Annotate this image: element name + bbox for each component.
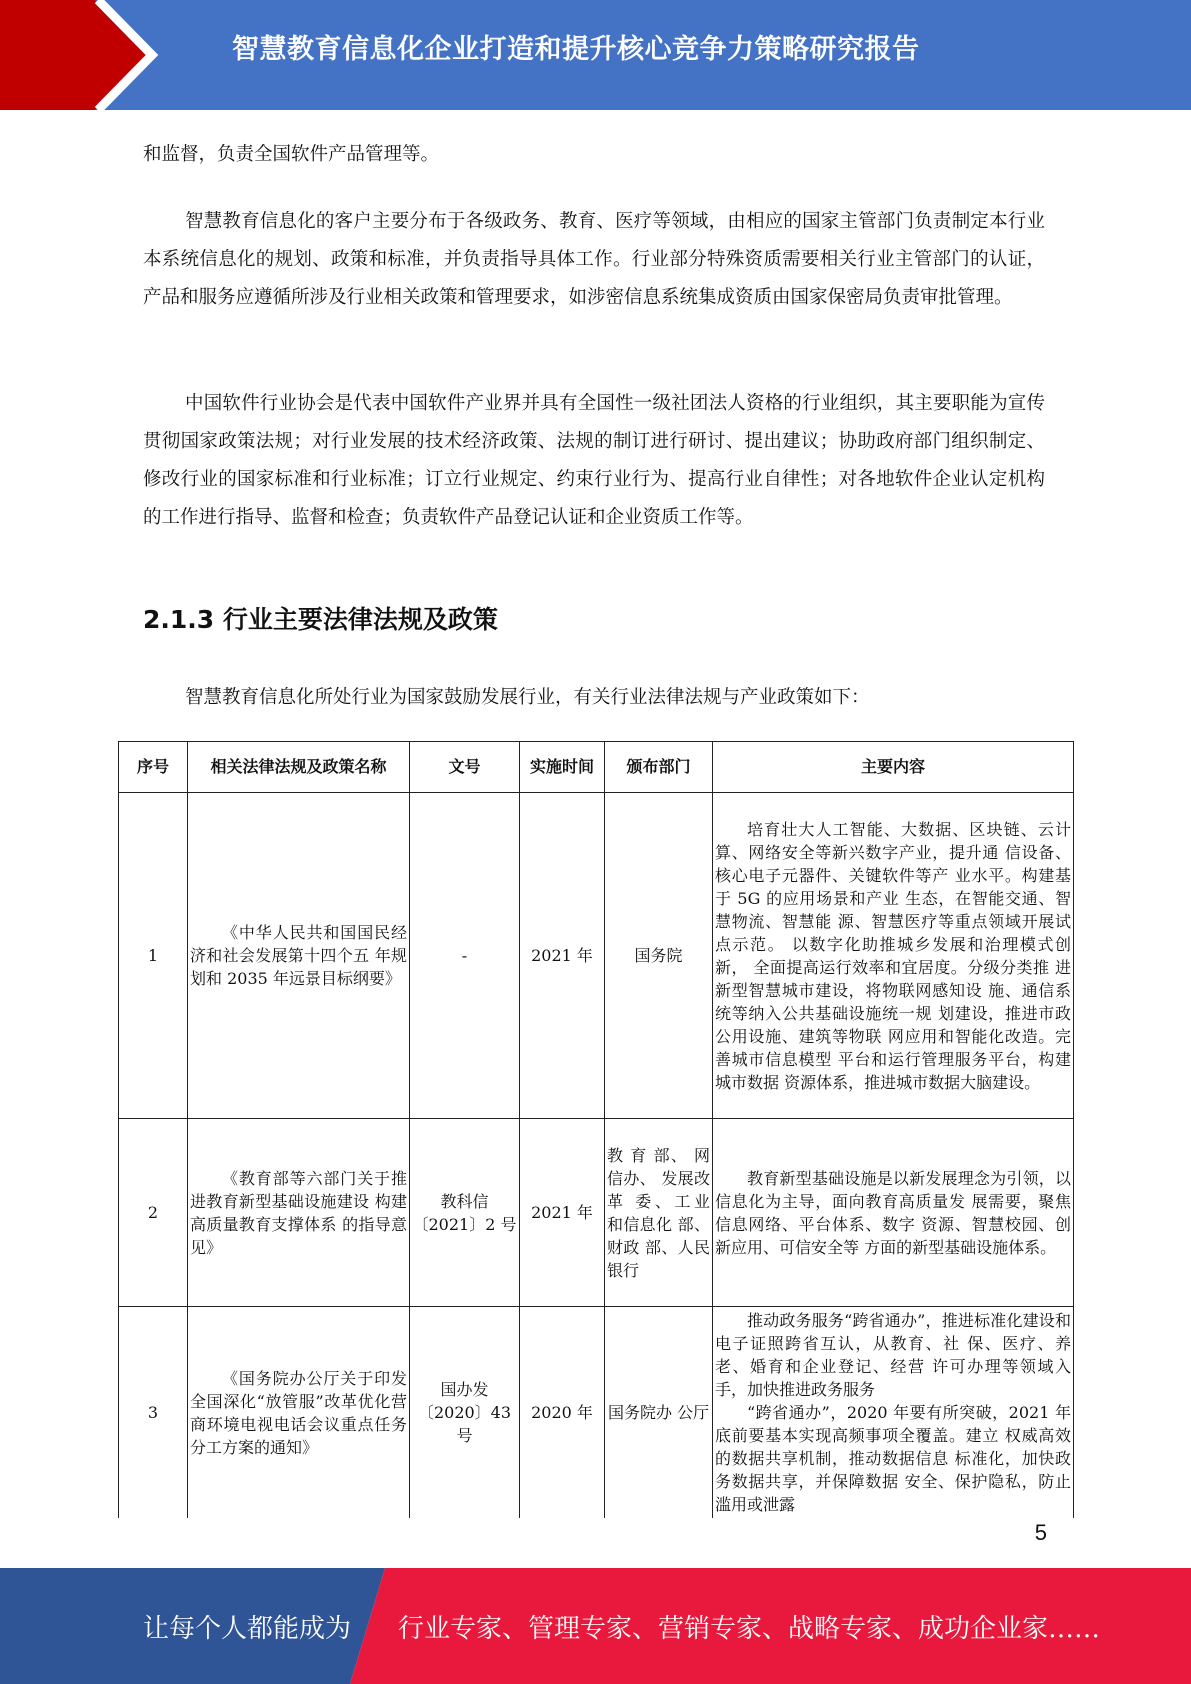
page-number: 5 — [1034, 1520, 1047, 1545]
row-content: 教育新型基础设施是以新发展理念为引领，以信息化为主导，面向教育高质量发 展需要，聚焦信息网络、平台体系、数字 资源、智慧校园、创新应用、可信安全等 方面的新型基础设施体系。 — [713, 1119, 1074, 1307]
table-row — [119, 1307, 1074, 1519]
header-date: 实施时间 — [520, 742, 605, 793]
row-no: 3 — [119, 1307, 188, 1519]
paragraph-customers: 智慧教育信息化的客户主要分布于各级政务、教育、医疗等领域，由相应的国家主管部门负责制定本行业本系统信息化的规划、政策和标准，并负责指导具体工作。行业部分特殊资质需要相关行业主管部门的认证，产品和服务应遵循所涉及行业相关政策和管理要求，如涉密信息系统集成资质由国家保密局负责审批管理。 — [143, 211, 1045, 308]
header-content: 主要内容 — [713, 742, 1074, 793]
red-arrow-shape — [0, 0, 150, 110]
row-name: 《国务院办公厅关于印发 全国深化“放管服”改革优化营商环境电视电话会议重点任务分工方案的通知》 — [188, 1307, 410, 1519]
row-date: 2021 年 — [520, 1119, 605, 1307]
report-footer — [0, 1568, 1191, 1684]
row-content-line: “跨省通办”，2020 年要有所突破，2021 年底前要基本实现高频事项全覆盖。建立 权威高效的数据共享机制，推动数据信息 标准化，加快政务数据共享，并保障数据 安全、保护隐私，防止滥用或泄露 — [715, 1403, 1071, 1514]
row-issuer: 教 育 部、 网信办、 发展改革 委、工业 和信息化 部、财政 部、人民 银行 — [605, 1119, 713, 1307]
row-doc-no: - — [410, 793, 520, 1119]
paragraph-continuation: 和监督，负责全国软件产品管理等。 — [143, 144, 440, 165]
report-header — [0, 0, 1191, 110]
policy-table — [118, 741, 1074, 1519]
table-page-break — [0, 1518, 1191, 1548]
paragraph-association: 中国软件行业协会是代表中国软件产业界并具有全国性一级社团法人资格的行业组织，其主要职能为宣传贯彻国家政策法规；对行业发展的技术经济政策、法规的制订进行研讨、提出建议；协助政府部门组织制定、修改行业的国家标准和行业标准；订立行业规定、约束行业行为、提高行业自律性；对各地软件企业认定机构的工作进行指导、监督和检查；负责软件产品登记认证和企业资质工作等。 — [143, 393, 1045, 528]
row-doc-no: 国办发〔2020〕43 号 — [410, 1307, 520, 1519]
report-title: 智慧教育信息化企业打造和提升核心竞争力策略研究报告 — [232, 34, 920, 65]
footer-slogan-right: 行业专家、管理专家、营销专家、战略专家、成功企业家…… — [398, 1614, 1101, 1644]
row-date: 2020 年 — [520, 1307, 605, 1519]
footer-slogan-left: 让每个人都能成为 — [143, 1614, 352, 1644]
table-header-row — [119, 742, 1074, 793]
section-heading: 2.1.3 行业主要法律法规及政策 — [143, 605, 498, 634]
header-doc-no: 文号 — [410, 742, 520, 793]
row-no: 2 — [119, 1119, 188, 1307]
row-name: 《教育部等六部门关于推 进教育新型基础设施建设 构建高质量教育支撑体系 的指导意见》 — [188, 1119, 410, 1307]
row-issuer: 国务院 — [605, 793, 713, 1119]
section-intro: 智慧教育信息化所处行业为国家鼓励发展行业，有关行业法律法规与产业政策如下： — [185, 687, 870, 708]
table-row — [119, 1119, 1074, 1307]
header-issuer: 颁布部门 — [605, 742, 713, 793]
table-row — [119, 793, 1074, 1119]
row-issuer: 国务院办 公厅 — [605, 1307, 713, 1519]
header-name: 相关法律法规及政策名称 — [188, 742, 410, 793]
row-name: 《中华人民共和国国民经 济和社会发展第十四个五 年规划和 2035 年远景目标纲要》 — [188, 793, 410, 1119]
row-content: 培育壮大人工智能、大数据、区块链、云计算、网络安全等新兴数字产业，提升通 信设备、核心电子元器件、关键软件等产 业水平。构建基于 5G 的应用场景和产业 生态，在智能交通、智慧物流、智慧能 源、智慧医疗等重点领域开展试点示范。 以数字化助推城乡发展和治理模式创新， 全面提高运行效率和宜居度。分级分类推 进新型智慧城市建设，将物联网感知设 施、通信系统等纳入公共基础设施统一规 划建设，推进市政公用设施、建筑等物联 网应用和智能化改造。完善城市信息模型 平台和运行管理服务平台，构建城市数据 资源体系，推进城市数据大脑建设。 — [713, 793, 1074, 1119]
row-content-line: 推动政务服务“跨省通办”，推进标准化建设和电子证照跨省互认，从教育、社 保、医疗、养老、婚育和企业登记、经营 许可办理等领域入手，加快推进政务服务 — [715, 1311, 1071, 1399]
row-no: 1 — [119, 793, 188, 1119]
row-date: 2021 年 — [520, 793, 605, 1119]
row-content — [713, 1307, 1074, 1519]
row-doc-no: 教科信〔2021〕2 号 — [410, 1119, 520, 1307]
header-no: 序号 — [119, 742, 188, 793]
